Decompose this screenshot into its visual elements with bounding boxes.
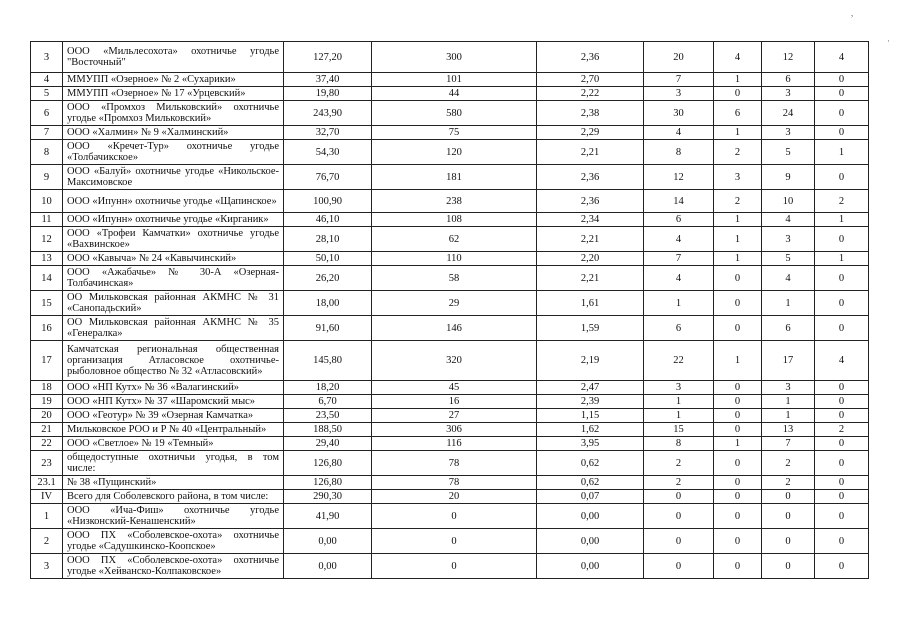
- cell-v2: 2,21: [537, 140, 644, 165]
- cell-num: 19: [31, 395, 63, 409]
- cell-v6: 0: [815, 554, 869, 579]
- table-row: [31, 101, 869, 126]
- cell-v4: 2: [714, 140, 762, 165]
- cell-num: 22: [31, 437, 63, 451]
- cell-v3: 22: [644, 341, 714, 381]
- cell-name: Камчатская региональная общественная организация Атласовское охотничье-рыболовное общество № 32 «Атласовский»: [63, 341, 284, 381]
- cell-v5: 3: [762, 126, 815, 140]
- cell-v6: 4: [815, 341, 869, 381]
- cell-v1: 580: [372, 101, 537, 126]
- cell-name: ООО «Трофеи Камчатки» охотничье угодье «Вахвинское»: [63, 227, 284, 252]
- cell-v5: 4: [762, 266, 815, 291]
- cell-v2: 1,61: [537, 291, 644, 316]
- cell-name: ММУПП «Озерное» № 17 «Урцевский»: [63, 87, 284, 101]
- cell-name: ООО ПХ «Соболевское-охота» охотничье угодье «Садушкинско-Коопское»: [63, 529, 284, 554]
- cell-v6: 0: [815, 87, 869, 101]
- cell-v1: 108: [372, 213, 537, 227]
- cell-v1: 0: [372, 554, 537, 579]
- cell-v1: 29: [372, 291, 537, 316]
- cell-v4: 0: [714, 490, 762, 504]
- cell-v1: 58: [372, 266, 537, 291]
- cell-name: ООО ПХ «Соболевское-охота» охотничье угодье «Хейванско-Колпаковское»: [63, 554, 284, 579]
- cell-v4: 6: [714, 101, 762, 126]
- cell-v6: 0: [815, 504, 869, 529]
- table-row: [31, 554, 869, 579]
- cell-v6: 0: [815, 316, 869, 341]
- cell-v5: 24: [762, 101, 815, 126]
- cell-v3: 2: [644, 476, 714, 490]
- cell-v4: 0: [714, 423, 762, 437]
- cell-v5: 5: [762, 140, 815, 165]
- cell-name: ООО «Ажабачье» № 30-А «Озерная- Толбачинская»: [63, 266, 284, 291]
- cell-area: 54,30: [284, 140, 372, 165]
- cell-num: 2: [31, 529, 63, 554]
- cell-name: ООО «Кавыча» № 24 «Кавычинский»: [63, 252, 284, 266]
- cell-v5: 9: [762, 165, 815, 190]
- cell-v4: 0: [714, 316, 762, 341]
- cell-v5: 6: [762, 73, 815, 87]
- cell-name: Всего для Соболевского района, в том числе:: [63, 490, 284, 504]
- cell-v2: 2,34: [537, 213, 644, 227]
- cell-area: 126,80: [284, 451, 372, 476]
- cell-name: ММУПП «Озерное» № 2 «Сухарики»: [63, 73, 284, 87]
- cell-v3: 1: [644, 291, 714, 316]
- cell-v3: 1: [644, 395, 714, 409]
- cell-v5: 13: [762, 423, 815, 437]
- cell-area: 18,00: [284, 291, 372, 316]
- cell-v6: 2: [815, 190, 869, 213]
- table-row: [31, 165, 869, 190]
- table-row: [31, 126, 869, 140]
- table-row: [31, 73, 869, 87]
- cell-area: 32,70: [284, 126, 372, 140]
- cell-v3: 7: [644, 252, 714, 266]
- cell-area: 126,80: [284, 476, 372, 490]
- cell-v2: 2,21: [537, 227, 644, 252]
- cell-name: ОО Мильковская районная АКМНС № 31 «Санопадьский»: [63, 291, 284, 316]
- cell-v5: 0: [762, 504, 815, 529]
- cell-v1: 110: [372, 252, 537, 266]
- cell-num: 8: [31, 140, 63, 165]
- cell-v4: 0: [714, 451, 762, 476]
- cell-v5: 3: [762, 381, 815, 395]
- cell-num: 12: [31, 227, 63, 252]
- hunting-grounds-table: [30, 41, 869, 579]
- cell-v6: 0: [815, 395, 869, 409]
- cell-v3: 15: [644, 423, 714, 437]
- cell-v4: 0: [714, 409, 762, 423]
- cell-v4: 2: [714, 190, 762, 213]
- cell-num: 10: [31, 190, 63, 213]
- cell-num: 3: [31, 42, 63, 73]
- cell-v5: 3: [762, 87, 815, 101]
- cell-v2: 2,36: [537, 42, 644, 73]
- cell-v1: 238: [372, 190, 537, 213]
- cell-v5: 10: [762, 190, 815, 213]
- cell-name: ОО Мильковская районная АКМНС № 35 «Генералка»: [63, 316, 284, 341]
- cell-area: 19,80: [284, 87, 372, 101]
- cell-v6: 0: [815, 451, 869, 476]
- cell-v3: 7: [644, 73, 714, 87]
- cell-num: 16: [31, 316, 63, 341]
- cell-v3: 3: [644, 381, 714, 395]
- cell-v4: 0: [714, 87, 762, 101]
- cell-v3: 30: [644, 101, 714, 126]
- cell-v4: 0: [714, 476, 762, 490]
- page-mark: ·: [887, 36, 890, 46]
- cell-v2: 2,47: [537, 381, 644, 395]
- cell-num: 11: [31, 213, 63, 227]
- cell-name: ООО «НП Кутх» № 36 «Валагинский»: [63, 381, 284, 395]
- cell-v3: 0: [644, 529, 714, 554]
- cell-v5: 1: [762, 409, 815, 423]
- table-row: [31, 140, 869, 165]
- cell-v4: 4: [714, 42, 762, 73]
- cell-area: 23,50: [284, 409, 372, 423]
- cell-num: 7: [31, 126, 63, 140]
- cell-name: ООО «Светлое» № 19 «Темный»: [63, 437, 284, 451]
- cell-v6: 0: [815, 126, 869, 140]
- cell-area: 18,20: [284, 381, 372, 395]
- cell-v2: 2,38: [537, 101, 644, 126]
- cell-v6: 1: [815, 140, 869, 165]
- table-row: [31, 291, 869, 316]
- cell-v5: 1: [762, 395, 815, 409]
- cell-v5: 3: [762, 227, 815, 252]
- cell-area: 243,90: [284, 101, 372, 126]
- cell-v5: 7: [762, 437, 815, 451]
- cell-v1: 0: [372, 504, 537, 529]
- cell-v1: 45: [372, 381, 537, 395]
- cell-v5: 0: [762, 554, 815, 579]
- cell-v1: 16: [372, 395, 537, 409]
- cell-v6: 0: [815, 476, 869, 490]
- table-row: [31, 252, 869, 266]
- cell-v4: 1: [714, 437, 762, 451]
- cell-num: IV: [31, 490, 63, 504]
- cell-area: 46,10: [284, 213, 372, 227]
- cell-v2: 2,20: [537, 252, 644, 266]
- cell-v6: 0: [815, 409, 869, 423]
- table-row: [31, 316, 869, 341]
- cell-v1: 306: [372, 423, 537, 437]
- cell-name: ООО «Ипунн» охотничье угодье «Кирганик»: [63, 213, 284, 227]
- cell-v4: 0: [714, 266, 762, 291]
- cell-num: 21: [31, 423, 63, 437]
- cell-area: 6,70: [284, 395, 372, 409]
- cell-v2: 2,22: [537, 87, 644, 101]
- table-row: [31, 227, 869, 252]
- table-row: [31, 490, 869, 504]
- cell-area: 50,10: [284, 252, 372, 266]
- cell-v3: 12: [644, 165, 714, 190]
- cell-num: 23: [31, 451, 63, 476]
- cell-v1: 116: [372, 437, 537, 451]
- cell-name: ООО «Балуй» охотничье угодье «Никольское-Максимовское: [63, 165, 284, 190]
- cell-num: 20: [31, 409, 63, 423]
- table-row: [31, 423, 869, 437]
- cell-name: ООО «Промхоз Мильковский» охотничье угодье «Промхоз Мильковский»: [63, 101, 284, 126]
- cell-v5: 1: [762, 291, 815, 316]
- cell-v2: 3,95: [537, 437, 644, 451]
- cell-v3: 20: [644, 42, 714, 73]
- table-row: [31, 381, 869, 395]
- table-row: [31, 395, 869, 409]
- cell-area: 37,40: [284, 73, 372, 87]
- cell-area: 0,00: [284, 554, 372, 579]
- cell-v5: 0: [762, 490, 815, 504]
- cell-v1: 78: [372, 451, 537, 476]
- cell-v1: 181: [372, 165, 537, 190]
- cell-v6: 1: [815, 213, 869, 227]
- cell-num: 1: [31, 504, 63, 529]
- cell-v4: 1: [714, 213, 762, 227]
- cell-v6: 0: [815, 490, 869, 504]
- cell-name: общедоступные охотничьи угодья, в том числе:: [63, 451, 284, 476]
- cell-v1: 62: [372, 227, 537, 252]
- table-row: [31, 476, 869, 490]
- cell-v4: 0: [714, 504, 762, 529]
- cell-v5: 6: [762, 316, 815, 341]
- cell-name: № 38 «Пущинский»: [63, 476, 284, 490]
- cell-v2: 0,07: [537, 490, 644, 504]
- cell-num: 18: [31, 381, 63, 395]
- cell-num: 4: [31, 73, 63, 87]
- table-row: [31, 504, 869, 529]
- cell-v4: 0: [714, 291, 762, 316]
- cell-area: 127,20: [284, 42, 372, 73]
- cell-v3: 6: [644, 213, 714, 227]
- cell-num: 15: [31, 291, 63, 316]
- cell-v2: 0,00: [537, 504, 644, 529]
- cell-v1: 146: [372, 316, 537, 341]
- cell-v6: 0: [815, 227, 869, 252]
- cell-v6: 0: [815, 266, 869, 291]
- cell-v5: 0: [762, 529, 815, 554]
- cell-area: 290,30: [284, 490, 372, 504]
- cell-v6: 0: [815, 165, 869, 190]
- cell-name: ООО «Ипунн» охотничье угодье «Щапинское»: [63, 190, 284, 213]
- cell-v3: 0: [644, 490, 714, 504]
- page-mark: ,: [851, 8, 854, 18]
- cell-v1: 300: [372, 42, 537, 73]
- cell-v6: 0: [815, 101, 869, 126]
- cell-v2: 1,62: [537, 423, 644, 437]
- cell-v2: 1,15: [537, 409, 644, 423]
- cell-v5: 17: [762, 341, 815, 381]
- table-row: [31, 190, 869, 213]
- cell-v4: 0: [714, 529, 762, 554]
- cell-v6: 1: [815, 252, 869, 266]
- cell-v3: 2: [644, 451, 714, 476]
- cell-v2: 2,21: [537, 266, 644, 291]
- cell-v2: 0,00: [537, 554, 644, 579]
- table-row: [31, 529, 869, 554]
- cell-num: 3: [31, 554, 63, 579]
- cell-v5: 12: [762, 42, 815, 73]
- cell-v1: 101: [372, 73, 537, 87]
- cell-v2: 2,70: [537, 73, 644, 87]
- cell-v6: 0: [815, 381, 869, 395]
- table-row: [31, 87, 869, 101]
- cell-v1: 120: [372, 140, 537, 165]
- cell-area: 29,40: [284, 437, 372, 451]
- cell-num: 6: [31, 101, 63, 126]
- cell-area: 100,90: [284, 190, 372, 213]
- table-row: [31, 42, 869, 73]
- cell-v2: 1,59: [537, 316, 644, 341]
- cell-v4: 3: [714, 165, 762, 190]
- cell-area: 91,60: [284, 316, 372, 341]
- cell-v3: 8: [644, 437, 714, 451]
- cell-name: ООО «Халмин» № 9 «Халминский»: [63, 126, 284, 140]
- cell-v4: 0: [714, 554, 762, 579]
- cell-area: 0,00: [284, 529, 372, 554]
- cell-num: 13: [31, 252, 63, 266]
- cell-v5: 2: [762, 476, 815, 490]
- cell-v3: 1: [644, 409, 714, 423]
- cell-v6: 4: [815, 42, 869, 73]
- cell-v1: 75: [372, 126, 537, 140]
- cell-v2: 2,39: [537, 395, 644, 409]
- cell-v6: 0: [815, 437, 869, 451]
- cell-area: 26,20: [284, 266, 372, 291]
- cell-v5: 5: [762, 252, 815, 266]
- table-row: [31, 341, 869, 381]
- cell-num: 17: [31, 341, 63, 381]
- cell-v4: 1: [714, 126, 762, 140]
- cell-v2: 2,29: [537, 126, 644, 140]
- cell-v1: 0: [372, 529, 537, 554]
- cell-num: 14: [31, 266, 63, 291]
- cell-name: ООО «Геотур» № 39 «Озерная Камчатка»: [63, 409, 284, 423]
- table-row: [31, 266, 869, 291]
- cell-num: 5: [31, 87, 63, 101]
- cell-v1: 320: [372, 341, 537, 381]
- cell-name: ООО «НП Кутх» № 37 «Шаромский мыс»: [63, 395, 284, 409]
- cell-v4: 0: [714, 381, 762, 395]
- cell-v5: 2: [762, 451, 815, 476]
- cell-v3: 4: [644, 126, 714, 140]
- cell-v2: 2,36: [537, 190, 644, 213]
- cell-name: ООО «Кречет-Тур» охотничье угодье «Толбачикское»: [63, 140, 284, 165]
- cell-area: 41,90: [284, 504, 372, 529]
- table-row: [31, 409, 869, 423]
- cell-v3: 4: [644, 227, 714, 252]
- cell-v2: 0,62: [537, 476, 644, 490]
- cell-v6: 0: [815, 529, 869, 554]
- cell-v2: 0,62: [537, 451, 644, 476]
- cell-area: 145,80: [284, 341, 372, 381]
- cell-v1: 78: [372, 476, 537, 490]
- cell-v4: 1: [714, 73, 762, 87]
- cell-v1: 27: [372, 409, 537, 423]
- cell-v6: 0: [815, 73, 869, 87]
- cell-v2: 2,19: [537, 341, 644, 381]
- cell-v2: 0,00: [537, 529, 644, 554]
- cell-v3: 0: [644, 554, 714, 579]
- table-row: [31, 213, 869, 227]
- cell-area: 76,70: [284, 165, 372, 190]
- cell-v6: 0: [815, 291, 869, 316]
- cell-v2: 2,36: [537, 165, 644, 190]
- cell-area: 28,10: [284, 227, 372, 252]
- cell-area: 188,50: [284, 423, 372, 437]
- cell-v4: 0: [714, 395, 762, 409]
- cell-v1: 44: [372, 87, 537, 101]
- cell-v6: 2: [815, 423, 869, 437]
- cell-v5: 4: [762, 213, 815, 227]
- cell-v3: 3: [644, 87, 714, 101]
- cell-v3: 6: [644, 316, 714, 341]
- cell-v3: 8: [644, 140, 714, 165]
- cell-v3: 14: [644, 190, 714, 213]
- cell-v4: 1: [714, 252, 762, 266]
- cell-v3: 0: [644, 504, 714, 529]
- cell-name: ООО «Мильлесохота» охотничье угодье "Восточный": [63, 42, 284, 73]
- cell-num: 9: [31, 165, 63, 190]
- table-row: [31, 451, 869, 476]
- cell-v4: 1: [714, 227, 762, 252]
- cell-v1: 20: [372, 490, 537, 504]
- cell-v4: 1: [714, 341, 762, 381]
- cell-v3: 4: [644, 266, 714, 291]
- cell-name: ООО «Ича-Фиш» охотничье угодье «Низконский-Кенашенский»: [63, 504, 284, 529]
- cell-num: 23.1: [31, 476, 63, 490]
- cell-name: Мильковское РОО и Р № 40 «Центральный»: [63, 423, 284, 437]
- table-row: [31, 437, 869, 451]
